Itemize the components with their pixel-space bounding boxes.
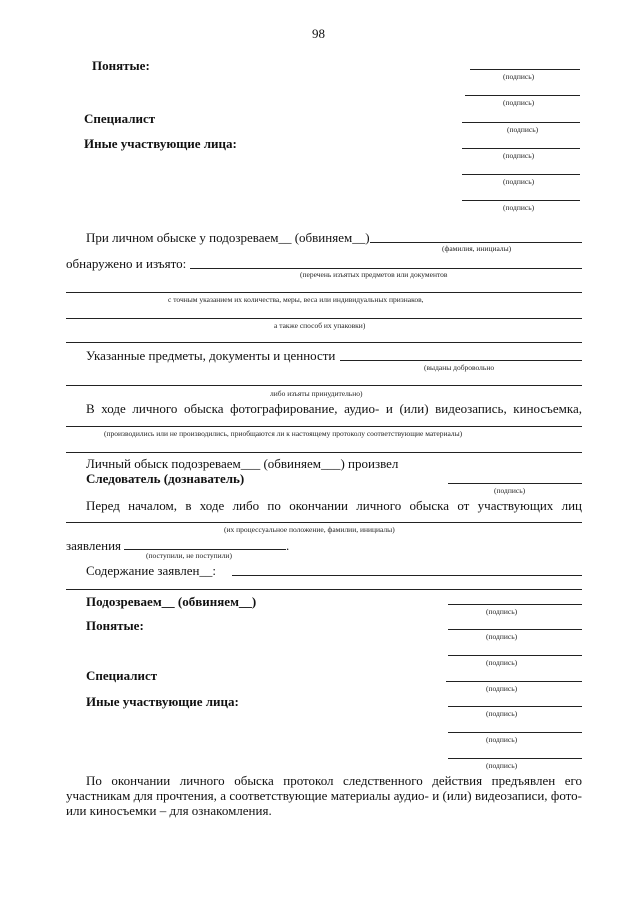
pered-nachalom-text: Перед началом, в ходе либо по окончании личного обыска от участвующих лиц xyxy=(86,498,582,513)
soderzhanie-line xyxy=(66,589,582,590)
signature-caption: (подпись) xyxy=(507,125,539,134)
signature-line xyxy=(462,148,580,149)
signature-line xyxy=(448,629,582,630)
final-paragraph: По окончании личного обыска протокол следственного действия предъявлен его участникам для прочтения, а соответствующие материалы аудио- и (или) видеозаписи, фото- или киносъемки – для ознакомления. xyxy=(66,773,582,818)
inye-label-bottom: Иные участвующие лица: xyxy=(86,694,239,709)
obnaruzheno-text: обнаружено и изъято: xyxy=(66,256,187,271)
signature-caption: (подпись) xyxy=(486,607,518,616)
signature-line xyxy=(448,758,582,759)
signature-line xyxy=(462,174,580,175)
signature-line xyxy=(448,706,582,707)
signature-caption: (подпись) xyxy=(494,486,526,495)
signature-line xyxy=(470,69,580,70)
libo-caption: либо изъяты принудительно) xyxy=(270,389,363,398)
fio-caption: (фамилия, инициалы) xyxy=(442,244,512,253)
soderzhanie-line xyxy=(232,575,582,576)
ukazannye-text: Указанные предметы, документы и ценности xyxy=(86,348,336,363)
signature-caption: (подпись) xyxy=(503,151,535,160)
vydany-line xyxy=(66,385,582,386)
fio-line xyxy=(370,242,582,243)
signature-line xyxy=(465,95,580,96)
podozrevaem-label: Подозреваем__ (обвиняем__) xyxy=(86,594,257,609)
persons-line xyxy=(66,522,582,523)
obysk-line-text: При личном обыске у подозреваем__ (обвиняем__) xyxy=(86,230,370,245)
signature-line xyxy=(448,604,582,605)
zayavleniya-period: . xyxy=(286,538,290,553)
zayavleniya-line xyxy=(124,549,286,550)
signature-line xyxy=(448,655,582,656)
signature-caption: (подпись) xyxy=(486,684,518,693)
processualnoe-caption: (их процессуальное положение, фамилии, инициалы) xyxy=(224,525,395,534)
signature-caption: (подпись) xyxy=(486,761,518,770)
signature-caption: (подпись) xyxy=(503,177,535,186)
signature-caption: (подпись) xyxy=(486,709,518,718)
ponyatye-label-bottom: Понятые: xyxy=(86,618,144,633)
v-hode-text: В ходе личного обыска фотографирование, аудио- и (или) видеозапись, киносъемка, xyxy=(86,401,582,416)
items-line xyxy=(66,342,582,343)
signature-line xyxy=(462,200,580,201)
specialist-label-top: Специалист xyxy=(84,111,156,126)
items-line xyxy=(190,268,582,269)
signature-caption: (подпись) xyxy=(486,658,518,667)
soderzhanie-text: Содержание заявлен__: xyxy=(86,563,217,578)
signature-line xyxy=(448,483,582,484)
inye-label-top: Иные участвующие лица: xyxy=(84,136,237,151)
signature-caption: (подпись) xyxy=(503,98,535,107)
ponyatye-label-top: Понятые: xyxy=(92,58,150,73)
proizvodilis-caption: (производились или не производились, приобщаются ли к настоящему протоколу соответствующие материалы) xyxy=(104,429,463,438)
signature-caption: (подпись) xyxy=(486,632,518,641)
tochnym-caption: с точным указанием их количества, меры, веса или индивидуальных признаков, xyxy=(168,295,424,304)
items-line xyxy=(66,292,582,293)
page-number: 98 xyxy=(312,26,325,41)
items-line xyxy=(66,318,582,319)
vydany-line xyxy=(340,360,582,361)
postupili-caption: (поступили, не поступили) xyxy=(146,551,232,560)
lichnyi-obysk-text: Личный обыск подозреваем___ (обвиняем___) произвел xyxy=(86,456,399,471)
zayavleniya-text: заявления xyxy=(66,538,122,553)
signature-line xyxy=(448,732,582,733)
signature-caption: (подпись) xyxy=(503,72,535,81)
perechen-caption: (перечень изъятых предметов или документов xyxy=(300,270,448,279)
vydany-caption: (выданы добровольно xyxy=(424,363,495,372)
media-line xyxy=(66,426,582,427)
signature-line xyxy=(446,681,582,682)
signature-caption: (подпись) xyxy=(486,735,518,744)
media-line xyxy=(66,452,582,453)
signature-caption: (подпись) xyxy=(503,203,535,212)
sledovatel-label: Следователь (дознаватель) xyxy=(86,471,245,486)
specialist-label-bottom: Специалист xyxy=(86,668,158,683)
signature-line xyxy=(462,122,580,123)
upakovki-caption: а также способ их упаковки) xyxy=(274,321,366,330)
